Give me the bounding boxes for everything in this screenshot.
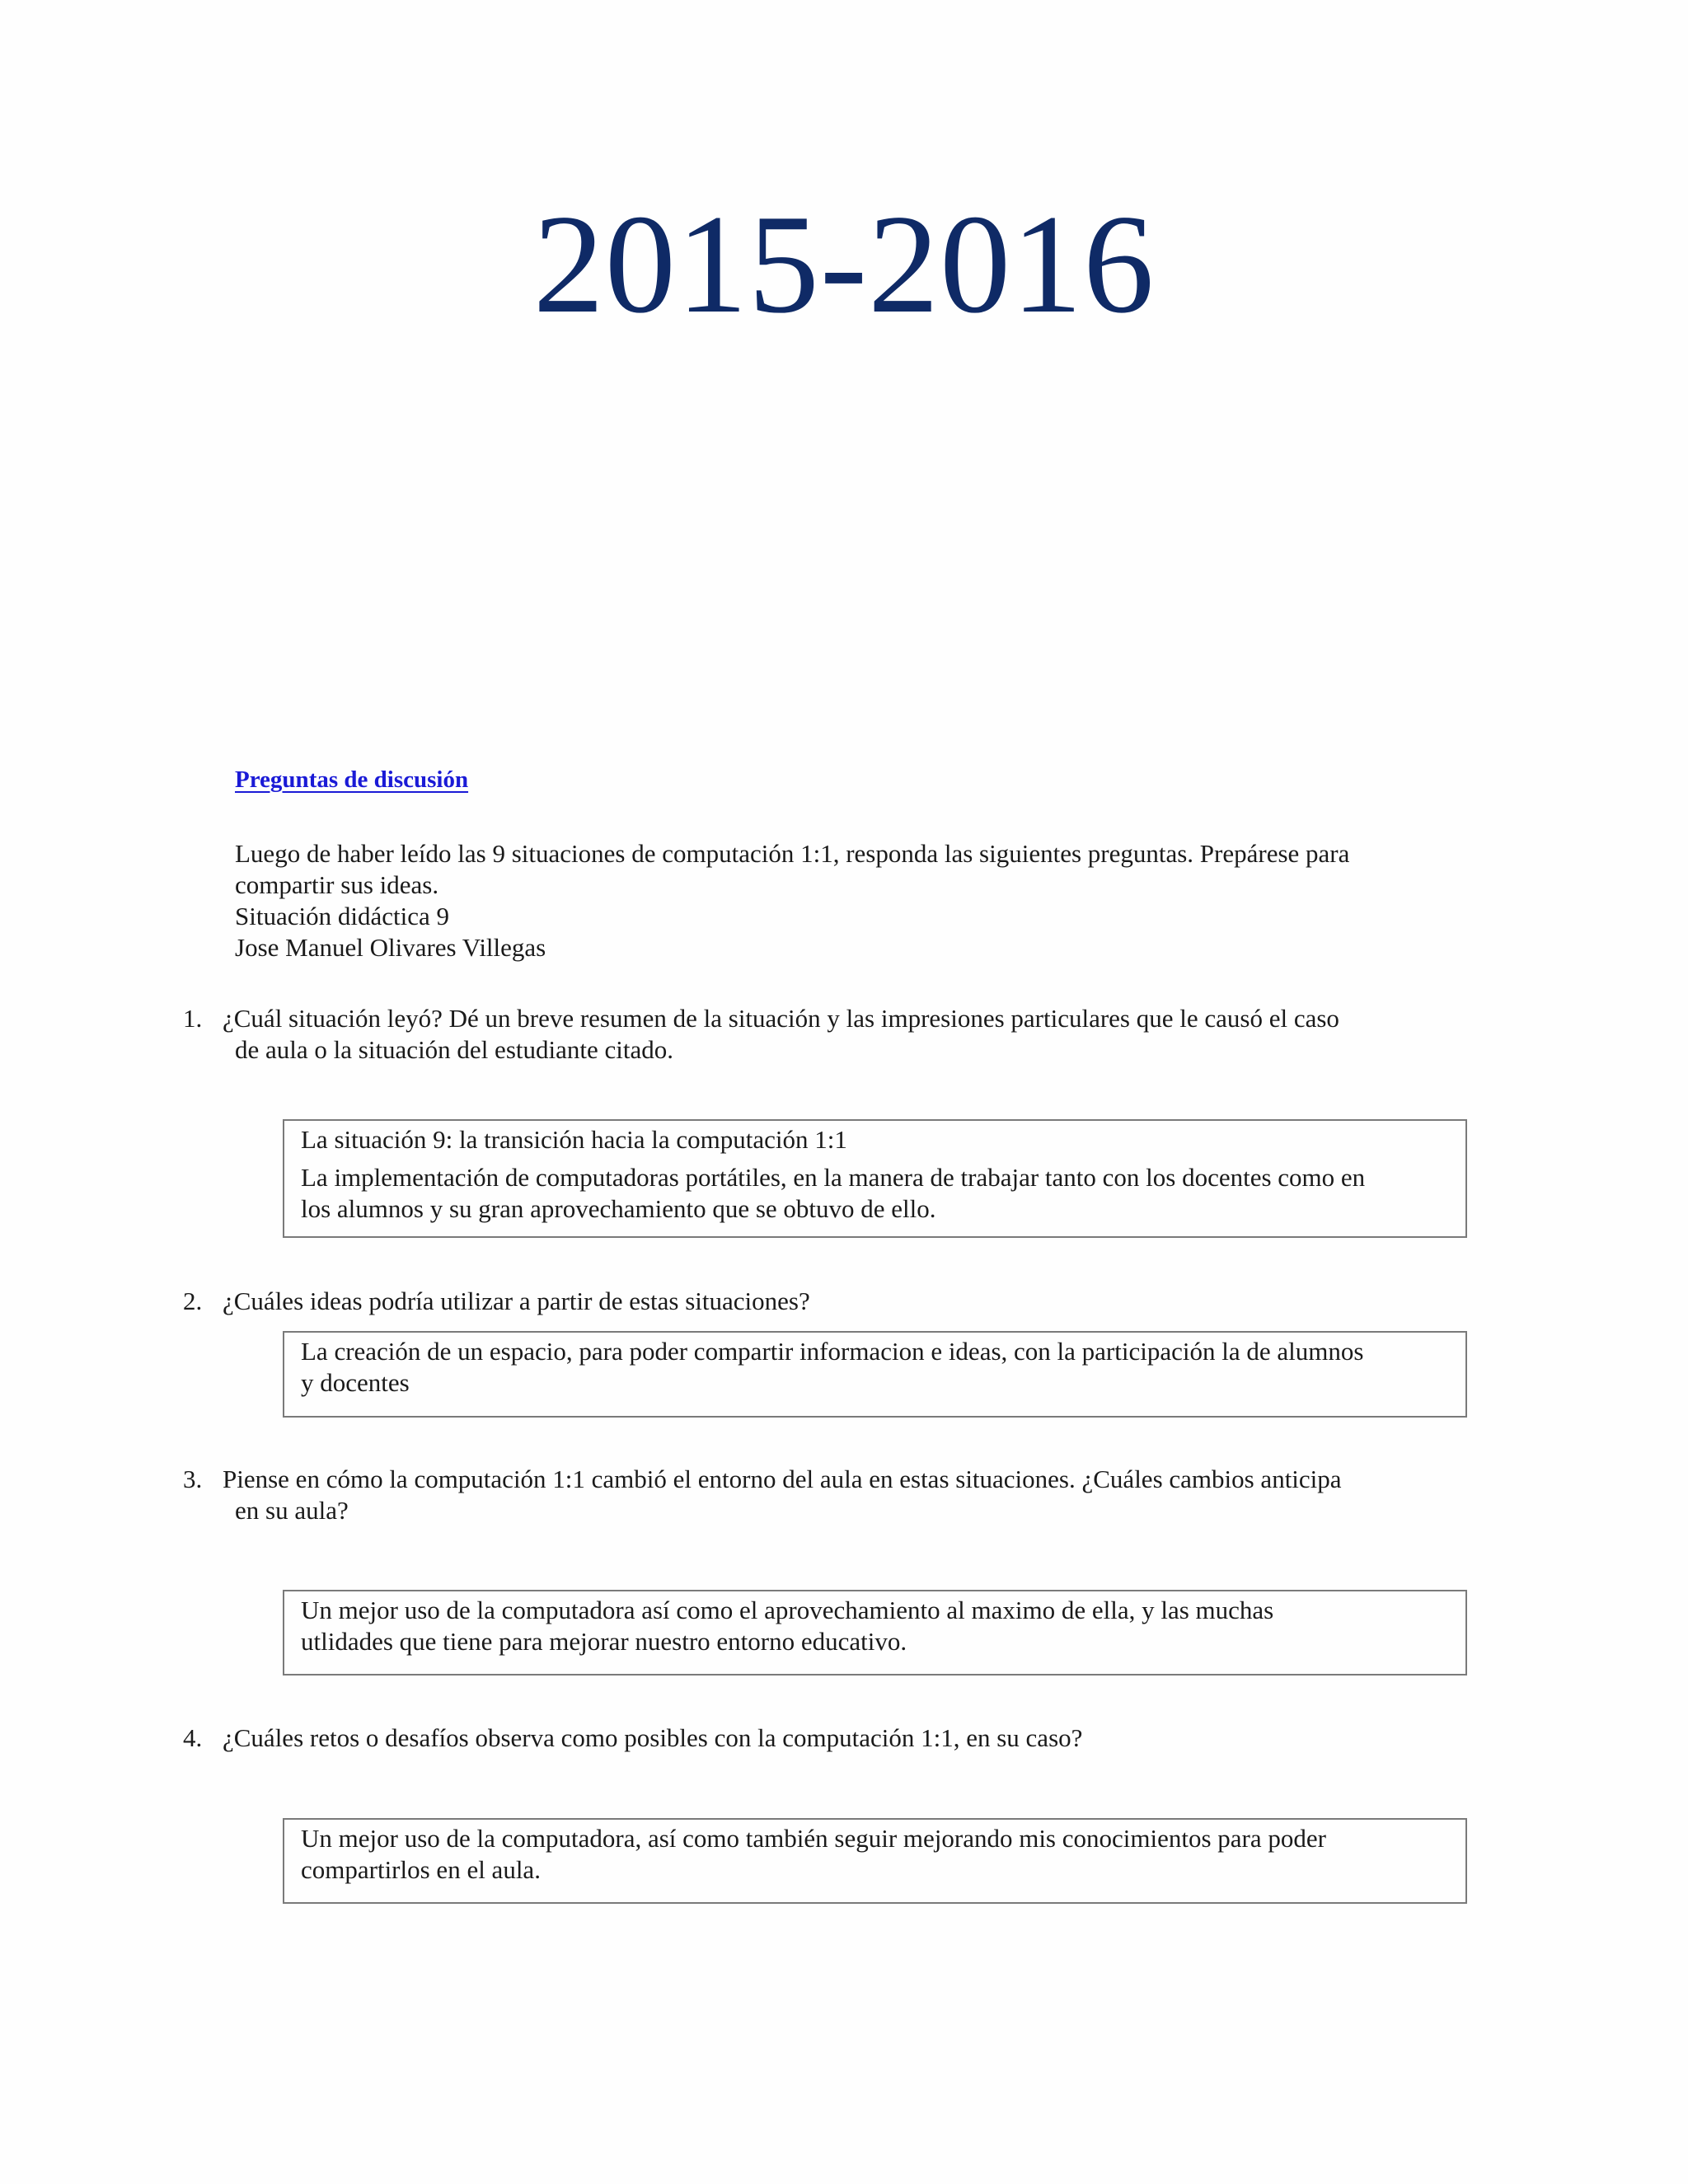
intro-paragraph <box>235 838 1471 963</box>
question-text <box>223 1286 1456 1317</box>
question-line: Piense en cómo la computación 1:1 cambió el entorno del aula en estas situaciones. ¿Cuáles cambios anticipa <box>223 1465 1342 1493</box>
answer-line: La implementación de computadoras portátiles, en la manera de trabajar tanto con los docentes como en <box>301 1163 1366 1192</box>
answer-box-3 <box>283 1590 1467 1675</box>
answer-line: utlidades que tiene para mejorar nuestro entorno educativo. <box>301 1627 907 1656</box>
answer-line: Un mejor uso de la computadora, así como también seguir mejorando mis conocimientos para poder <box>301 1824 1326 1853</box>
intro-line: Luego de haber leído las 9 situaciones de computación 1:1, responda las siguientes preguntas. Prepárese para <box>235 839 1350 868</box>
question-line: ¿Cuáles ideas podría utilizar a partir de estas situaciones? <box>223 1286 810 1315</box>
question-text <box>223 1722 1456 1754</box>
answer-line: La situación 9: la transición hacia la computación 1:1 <box>301 1125 847 1154</box>
answer-box-4 <box>283 1818 1467 1904</box>
intro-line: compartir sus ideas. <box>235 870 439 899</box>
question-number: 3. <box>183 1465 203 1493</box>
question-number: 2. <box>183 1286 203 1315</box>
answer-line: y docentes <box>301 1368 410 1397</box>
answer-box-1 <box>283 1119 1467 1238</box>
question-line: ¿Cuál situación leyó? Dé un breve resumen de la situación y las impresiones particulares que le causó el caso <box>223 1004 1339 1033</box>
question-line: en su aula? <box>235 1496 349 1525</box>
answer-line: los alumnos y su gran aprovechamiento que se obtuvo de ello. <box>301 1194 936 1223</box>
question-line: ¿Cuáles retos o desafíos observa como posibles con la computación 1:1, en su caso? <box>223 1723 1083 1752</box>
intro-situation: Situación didáctica 9 <box>235 902 449 930</box>
question-4 <box>183 1722 1456 1754</box>
question-line: de aula o la situación del estudiante citado. <box>235 1035 673 1064</box>
answer-line: La creación de un espacio, para poder compartir informacion e ideas, con la participación la de alumnos <box>301 1337 1364 1366</box>
question-3 <box>183 1464 1456 1526</box>
year-heading: 2015-2016 <box>532 186 1156 343</box>
question-2 <box>183 1286 1456 1317</box>
answer-box-2 <box>283 1331 1467 1418</box>
answer-line: Un mejor uso de la computadora así como el aprovechamiento al maximo de ella, y las muchas <box>301 1596 1274 1624</box>
question-1 <box>183 1003 1456 1066</box>
answer-line: compartirlos en el aula. <box>301 1855 541 1884</box>
question-number: 4. <box>183 1723 203 1752</box>
intro-author: Jose Manuel Olivares Villegas <box>235 933 546 962</box>
discussion-questions-link[interactable]: Preguntas de discusión <box>235 766 469 793</box>
question-text <box>223 1003 1456 1066</box>
question-text <box>223 1464 1456 1526</box>
question-number: 1. <box>183 1004 203 1033</box>
